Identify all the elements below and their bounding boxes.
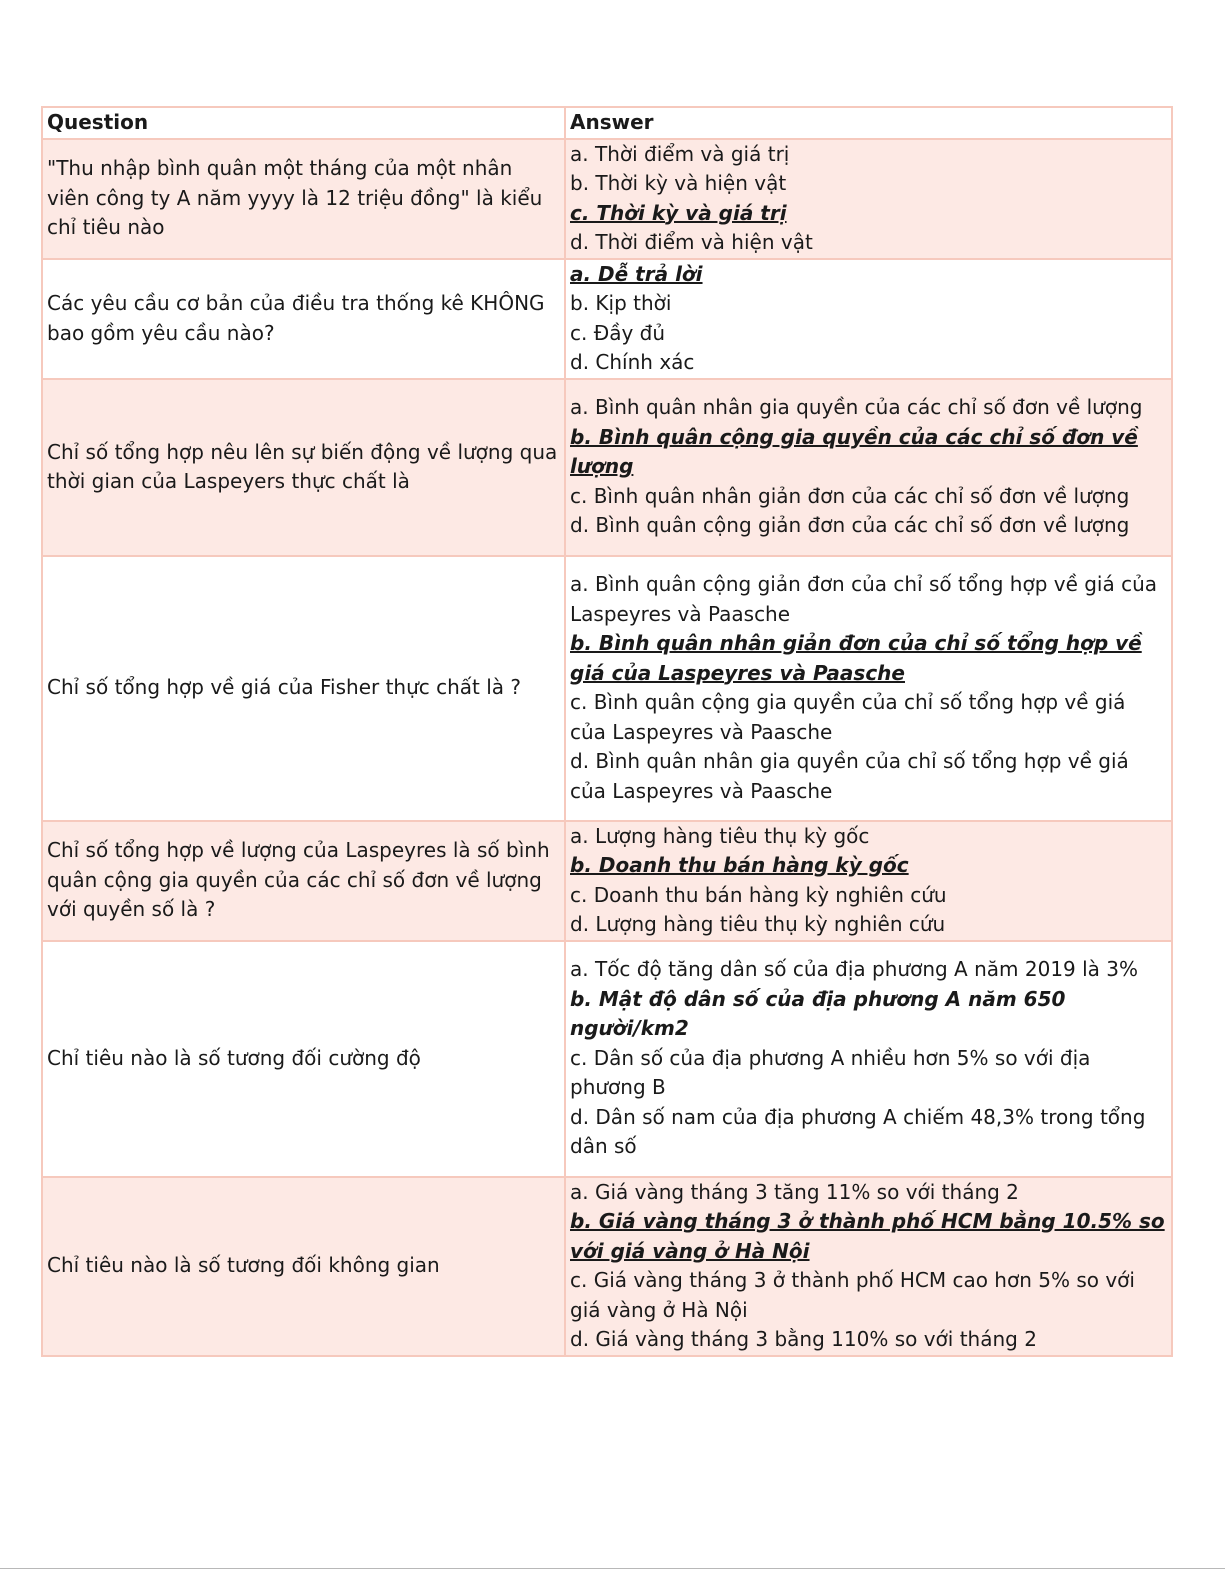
option-c-correct: c. Thời kỳ và giá trị	[570, 200, 787, 225]
option-a-correct: a. Dễ trả lời	[570, 261, 703, 286]
answer-header: Answer	[565, 107, 1172, 139]
option-a: a. Thời điểm và giá trị	[570, 141, 790, 166]
option-c: c. Giá vàng tháng 3 ở thành phố HCM cao hơn 5% so với giá vàng ở Hà Nội	[570, 1268, 1135, 1322]
option-a: a. Bình quân cộng giản đơn của chỉ số tổng hợp về giá của Laspeyres và Paasche	[570, 572, 1158, 626]
table-row	[42, 379, 1172, 556]
answer-cell	[565, 379, 1172, 556]
option-d: d. Bình quân nhân gia quyền của chỉ số tổng hợp về giá của Laspeyres và Paasche	[570, 749, 1129, 803]
option-b-correct: b. Doanh thu bán hàng kỳ gốc	[570, 853, 909, 877]
question-cell: Chỉ số tổng hợp về lượng của Laspeyres là số bình quân cộng gia quyền của các chỉ số đơn về lượng với quyền số là ?	[42, 821, 565, 941]
option-a: a. Giá vàng tháng 3 tăng 11% so với tháng 2	[570, 1179, 1019, 1204]
table-row	[42, 1177, 1172, 1356]
table-row	[42, 941, 1172, 1177]
option-d: d. Chính xác	[570, 350, 695, 374]
option-c: c. Dân số của địa phương A nhiều hơn 5% so với địa phương B	[570, 1045, 1091, 1100]
option-d: d. Giá vàng tháng 3 bằng 110% so với tháng 2	[570, 1327, 1037, 1351]
option-a: a. Tốc độ tăng dân số của địa phương A năm 2019 là 3%	[570, 957, 1139, 982]
page-divider	[0, 1568, 1225, 1569]
option-c: c. Bình quân cộng gia quyền của chỉ số tổng hợp về giá của Laspeyres và Paasche	[570, 690, 1126, 744]
option-b: b. Kịp thời	[570, 291, 672, 315]
option-b-correct: b. Mật độ dân số của địa phương A năm 650 người/km2	[570, 986, 1066, 1041]
option-b-correct: b. Bình quân cộng gia quyền của các chỉ số đơn về lượng	[570, 424, 1138, 479]
question-cell: Chỉ tiêu nào là số tương đối không gian	[42, 1177, 565, 1356]
table-row	[42, 821, 1172, 941]
question-cell: Chỉ tiêu nào là số tương đối cường độ	[42, 941, 565, 1177]
option-d: d. Dân số nam của địa phương A chiếm 48,3% trong tổng dân số	[570, 1104, 1146, 1159]
question-cell: Các yêu cầu cơ bản của điều tra thống kê KHÔNG bao gồm yêu cầu nào?	[42, 259, 565, 379]
answer-cell	[565, 1177, 1172, 1356]
option-a: a. Bình quân nhân gia quyền của các chỉ số đơn về lượng	[570, 395, 1143, 420]
answer-cell	[565, 556, 1172, 821]
option-c: c. Đầy đủ	[570, 320, 666, 345]
answer-cell	[565, 941, 1172, 1177]
option-b: b. Thời kỳ và hiện vật	[570, 171, 787, 195]
answer-cell	[565, 259, 1172, 379]
option-c: c. Doanh thu bán hàng kỳ nghiên cứu	[570, 882, 947, 907]
option-d: d. Thời điểm và hiện vật	[570, 230, 813, 254]
option-d: d. Lượng hàng tiêu thụ kỳ nghiên cứu	[570, 912, 946, 936]
question-cell: Chỉ số tổng hợp về giá của Fisher thực chất là ?	[42, 556, 565, 821]
option-d: d. Bình quân cộng giản đơn của các chỉ số đơn về lượng	[570, 513, 1130, 538]
answer-cell	[565, 139, 1172, 259]
table-row	[42, 556, 1172, 821]
question-cell: "Thu nhập bình quân một tháng của một nhân viên công ty A năm yyyy là 12 triệu đồng" là kiểu chỉ tiêu nào	[42, 139, 565, 259]
option-a: a. Lượng hàng tiêu thụ kỳ gốc	[570, 823, 870, 848]
qa-table	[41, 106, 1173, 1357]
question-header: Question	[42, 107, 565, 139]
answer-cell	[565, 821, 1172, 941]
question-cell: Chỉ số tổng hợp nêu lên sự biến động về lượng qua thời gian của Laspeyers thực chất là	[42, 379, 565, 556]
option-b-correct: b. Giá vàng tháng 3 ở thành phố HCM bằng 10.5% so với giá vàng ở Hà Nội	[570, 1209, 1165, 1263]
header-row	[42, 107, 1172, 139]
table-row	[42, 139, 1172, 259]
option-b-correct: b. Bình quân nhân giản đơn của chỉ số tổng hợp về giá của Laspeyres và Paasche	[570, 631, 1142, 685]
option-c: c. Bình quân nhân giản đơn của các chỉ số đơn về lượng	[570, 483, 1130, 508]
table-row	[42, 259, 1172, 379]
